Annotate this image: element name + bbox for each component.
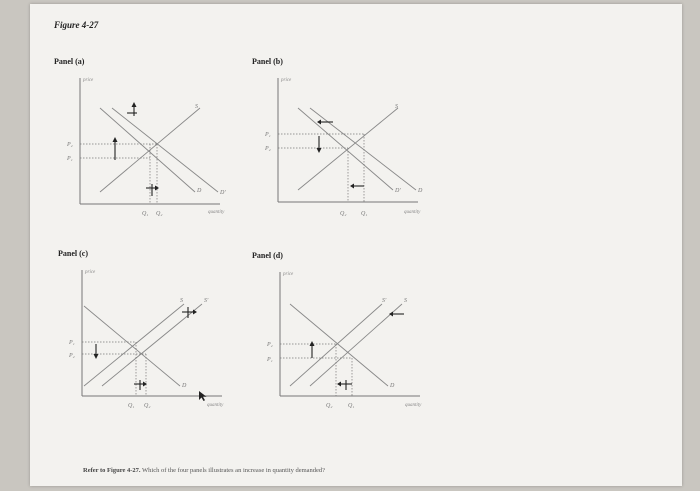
panel-b-diagram <box>258 74 433 224</box>
supply-label-initial: S <box>180 298 183 304</box>
y-axis-label: price <box>83 78 94 83</box>
price-up-arrow <box>310 341 315 358</box>
figure-title: Figure 4-27 <box>54 20 99 30</box>
y-axis-label: price <box>281 78 292 83</box>
supply-label: S <box>195 104 198 110</box>
y-axis-label: price <box>283 272 294 277</box>
quantity-left-arrow <box>350 184 364 189</box>
quantity-right-label: Q₂ <box>156 211 163 217</box>
demand-shift-arrow <box>127 102 137 116</box>
supply-label-new: S' <box>382 298 387 304</box>
panel-c-diagram <box>62 266 237 416</box>
x-axis-label: quantity <box>405 403 422 408</box>
supply-curve-initial <box>84 304 184 386</box>
quantity-right-label: Q₂ <box>144 403 151 409</box>
panel-a-title: Panel (a) <box>54 57 85 66</box>
quantity-left-label: Q₁ <box>142 211 149 217</box>
demand-curve-initial <box>310 108 416 190</box>
panel-a-diagram <box>60 74 230 224</box>
panel-b-title: Panel (b) <box>252 57 283 66</box>
price-down-arrow <box>317 136 322 153</box>
quantity-left-label: Q₂ <box>326 403 333 409</box>
demand-label: D <box>390 383 395 389</box>
demand-label: D <box>182 383 187 389</box>
price-up-arrow <box>113 137 118 160</box>
demand-curve <box>290 304 388 386</box>
x-axis-label: quantity <box>404 210 421 215</box>
price-high-label: P₁ <box>69 340 75 346</box>
question-body: Which of the four panels illustrates an increase in quantity demanded? <box>140 467 326 474</box>
supply-shift-arrow <box>389 312 404 317</box>
panel-d-diagram <box>260 268 435 418</box>
price-high-label: P₁ <box>265 132 271 138</box>
quantity-left-arrow <box>337 380 352 390</box>
demand-curve-initial <box>100 108 195 192</box>
demand-curve-new <box>298 108 393 190</box>
question-ref: Refer to Figure 4-27. <box>83 467 141 474</box>
mouse-cursor-icon <box>198 390 208 402</box>
demand-label-new: D' <box>220 190 226 196</box>
demand-label-new: D' <box>395 188 401 194</box>
price-high-label: P₂ <box>67 142 73 148</box>
quantity-left-label: Q₂ <box>340 211 347 217</box>
quantity-right-label: Q₁ <box>348 403 355 409</box>
demand-label-initial: D <box>197 188 202 194</box>
x-axis-label: quantity <box>207 403 224 408</box>
price-low-label: P₁ <box>267 357 273 363</box>
y-axis-label: price <box>85 270 96 275</box>
quantity-right-label: Q₁ <box>361 211 368 217</box>
supply-curve-initial <box>310 304 402 386</box>
demand-curve-new <box>112 108 218 192</box>
price-low-label: P₂ <box>69 353 75 359</box>
price-down-arrow <box>94 344 99 359</box>
demand-label-initial: D <box>418 188 423 194</box>
price-low-label: P₂ <box>265 146 271 152</box>
supply-label-new: S' <box>204 298 209 304</box>
supply-shift-arrow <box>182 307 197 318</box>
supply-curve-new <box>102 304 202 386</box>
supply-label: S <box>395 104 398 110</box>
x-axis-label: quantity <box>208 210 225 215</box>
price-high-label: P₂ <box>267 342 273 348</box>
panel-d-title: Panel (d) <box>252 251 283 260</box>
supply-label-initial: S <box>404 298 407 304</box>
question-text <box>83 467 325 474</box>
panel-c-title: Panel (c) <box>58 249 88 258</box>
quantity-left-label: Q₁ <box>128 403 135 409</box>
figure-sheet <box>30 4 682 486</box>
price-low-label: P₁ <box>67 156 73 162</box>
